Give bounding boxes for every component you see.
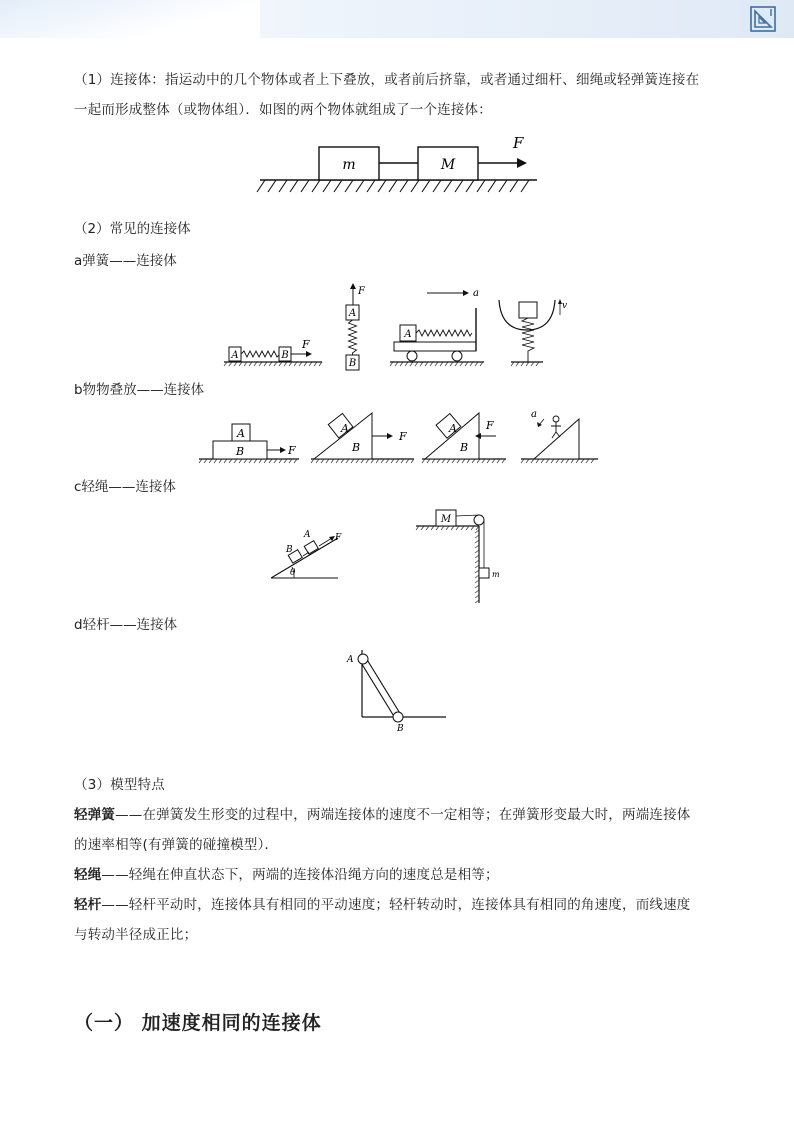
spring-term: 轻弹簧 bbox=[74, 807, 116, 823]
fig-c1-label-theta: θ bbox=[290, 568, 296, 578]
label-a-spring: a弹簧——连接体 bbox=[74, 253, 177, 269]
fig-d-label-B: B bbox=[397, 724, 404, 734]
fig-b3-label-A: A bbox=[449, 422, 457, 435]
fig-d-label-A: A bbox=[347, 655, 354, 665]
fig-a3-label-A: A bbox=[404, 329, 412, 340]
label-d-rod: d轻杆——连接体 bbox=[74, 617, 178, 633]
intro-line-1: （1）连接体：指运动中的几个物体或者上下叠放，或者前后挤靠，或者通过细杆、细绳或轻弹簧连接在 bbox=[74, 72, 700, 88]
fig-b3-label-B: B bbox=[459, 441, 469, 454]
fig-a1-label-A: A bbox=[231, 350, 239, 361]
fig-c1-label-B: B bbox=[286, 545, 293, 555]
fig-b4-label-a: a bbox=[531, 409, 537, 420]
fig-c1-label-A: A bbox=[304, 530, 311, 540]
label-b-stack: b物物叠放——连接体 bbox=[74, 382, 205, 398]
rope-figures bbox=[266, 505, 516, 605]
block-m-label: m bbox=[342, 157, 356, 173]
intro-line-2: 一起而形成整体（或物体组）．如图的两个物体就组成了一个连接体： bbox=[74, 102, 492, 118]
fig-b2-label-B: B bbox=[351, 441, 361, 454]
fig-b2-label-F: F bbox=[399, 430, 407, 443]
header-band bbox=[0, 0, 794, 38]
rod-text-1: ——轻杆平动时，连接体具有相同的平动速度；轻杆转动时，连接体具有相同的角速度，而线速度 bbox=[101, 897, 691, 913]
common-heading: （2）常见的连接体 bbox=[74, 221, 191, 237]
fig-b2-label-A: A bbox=[341, 422, 349, 435]
stacked-figures bbox=[196, 405, 601, 465]
fig-a1-label-B: B bbox=[281, 350, 289, 361]
fig-c2-label-m: m bbox=[492, 570, 500, 579]
fig-a3-label-a: a bbox=[473, 288, 479, 299]
rod-paragraph bbox=[74, 890, 724, 920]
fig-c2-label-M: M bbox=[440, 514, 452, 525]
fig-a2-label-A: A bbox=[348, 308, 357, 319]
rope-text: ——轻绳在伸直状态下，两端的连接体沿绳方向的速度总是相等； bbox=[101, 867, 499, 883]
section-title: （一） 加速度相同的连接体 bbox=[74, 1012, 322, 1034]
rope-paragraph bbox=[74, 860, 724, 890]
two-block-figure bbox=[255, 130, 545, 200]
block-M-label: M bbox=[440, 157, 456, 173]
fig-b1-label-F: F bbox=[288, 444, 296, 457]
spring-paragraph bbox=[74, 800, 724, 830]
fig-b3-label-F: F bbox=[486, 419, 494, 432]
fig-a4-label-v: v bbox=[562, 301, 568, 311]
rod-figure bbox=[340, 640, 460, 735]
rope-term: 轻绳 bbox=[74, 867, 102, 883]
spring-text-2: 的速率相等(有弹簧的碰撞模型）． bbox=[74, 837, 279, 853]
fig-b1-label-B: B bbox=[235, 445, 245, 458]
fig-a2-label-F: F bbox=[358, 286, 365, 297]
force-label: F bbox=[513, 134, 524, 152]
ruler-triangle-logo-icon bbox=[750, 6, 776, 32]
fig-c1-label-F: F bbox=[335, 533, 342, 543]
label-c-rope: c轻绳——连接体 bbox=[74, 479, 176, 495]
fig-b1-label-A: A bbox=[237, 427, 245, 440]
intro-paragraph bbox=[74, 65, 724, 125]
fig-a2-label-B: B bbox=[348, 358, 357, 369]
rod-term: 轻杆 bbox=[74, 897, 102, 913]
fig-a1-label-F: F bbox=[302, 338, 310, 351]
rod-text-2: 与转动半径成正比； bbox=[74, 927, 198, 943]
features-heading: （3）模型特点 bbox=[74, 777, 165, 793]
spring-text-1: ——在弹簧发生形变的过程中，两端连接体的速度不一定相等；在弹簧形变最大时，两端连接体 bbox=[115, 807, 691, 823]
features-block bbox=[74, 770, 724, 950]
spring-figures bbox=[222, 280, 582, 375]
